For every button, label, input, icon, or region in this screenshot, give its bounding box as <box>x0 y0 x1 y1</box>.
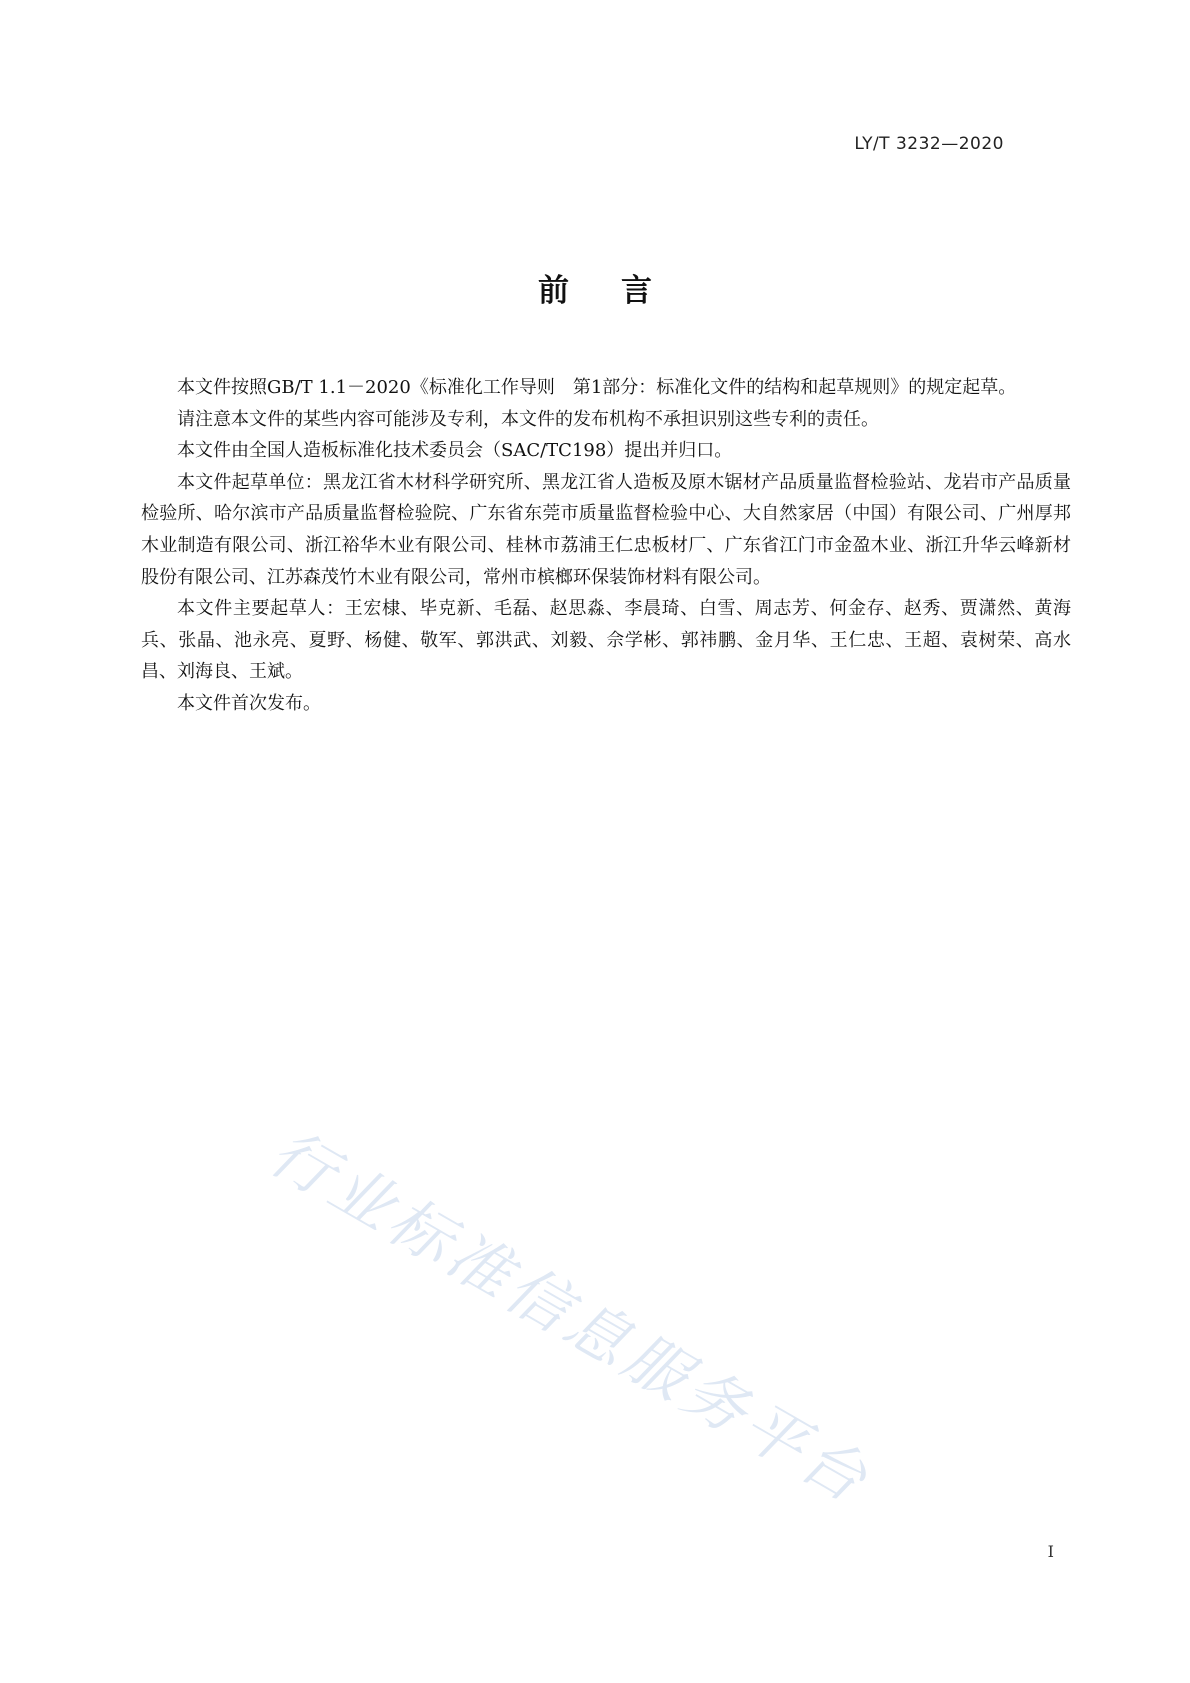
paragraph-first-release: 本文件首次发布。 <box>177 692 321 714</box>
watermark: 行业标准信息服务平台 <box>258 1115 884 1519</box>
page-number: I <box>1047 1542 1054 1561</box>
paragraph-proposer: 本文件由全国人造板标准化技术委员会（SAC/TC198）提出并归口。 <box>177 440 733 462</box>
paragraph-drafting-rules: 本文件按照GB/T 1.1－2020《标准化工作导则 第1部分：标准化文件的结构和起草规则》的规定起草。 <box>177 377 1017 398</box>
paragraph-drafting-units: 本文件起草单位：黑龙江省木材科学研究所、黑龙江省人造板及原木锯材产品质量监督检验站、龙岩市产品质量检验所、哈尔滨市产品质量监督检验院、广东省东莞市质量监督检验中心、大自然家居（中国）有限公司、广州厚邦木业制造有限公司、浙江裕华木业有限公司、桂林市荔浦王仁忠板材厂、广东省江门市金盈木业、浙江升华云峰新材股份有限公司、江苏森茂竹木业有限公司，常州市槟榔环保装饰材料有限公司。 <box>141 471 1071 588</box>
page-title: 前言 <box>538 273 704 309</box>
paragraph-drafters: 本文件主要起草人：王宏棣、毕克新、毛磊、赵思淼、李晨琦、白雪、周志芳、何金存、赵秀、贾潇然、黄海兵、张晶、池永亮、夏野、杨健、敬军、郭洪武、刘毅、佘学彬、郭祎鹏、金月华、王仁忠、王超、袁树荣、高水昌、刘海良、王斌。 <box>141 598 1071 683</box>
document-body <box>141 372 1071 720</box>
standard-code: LY/T 3232—2020 <box>854 134 1004 154</box>
paragraph-patent-notice: 请注意本文件的某些内容可能涉及专利，本文件的发布机构不承担识别这些专利的责任。 <box>177 408 879 430</box>
